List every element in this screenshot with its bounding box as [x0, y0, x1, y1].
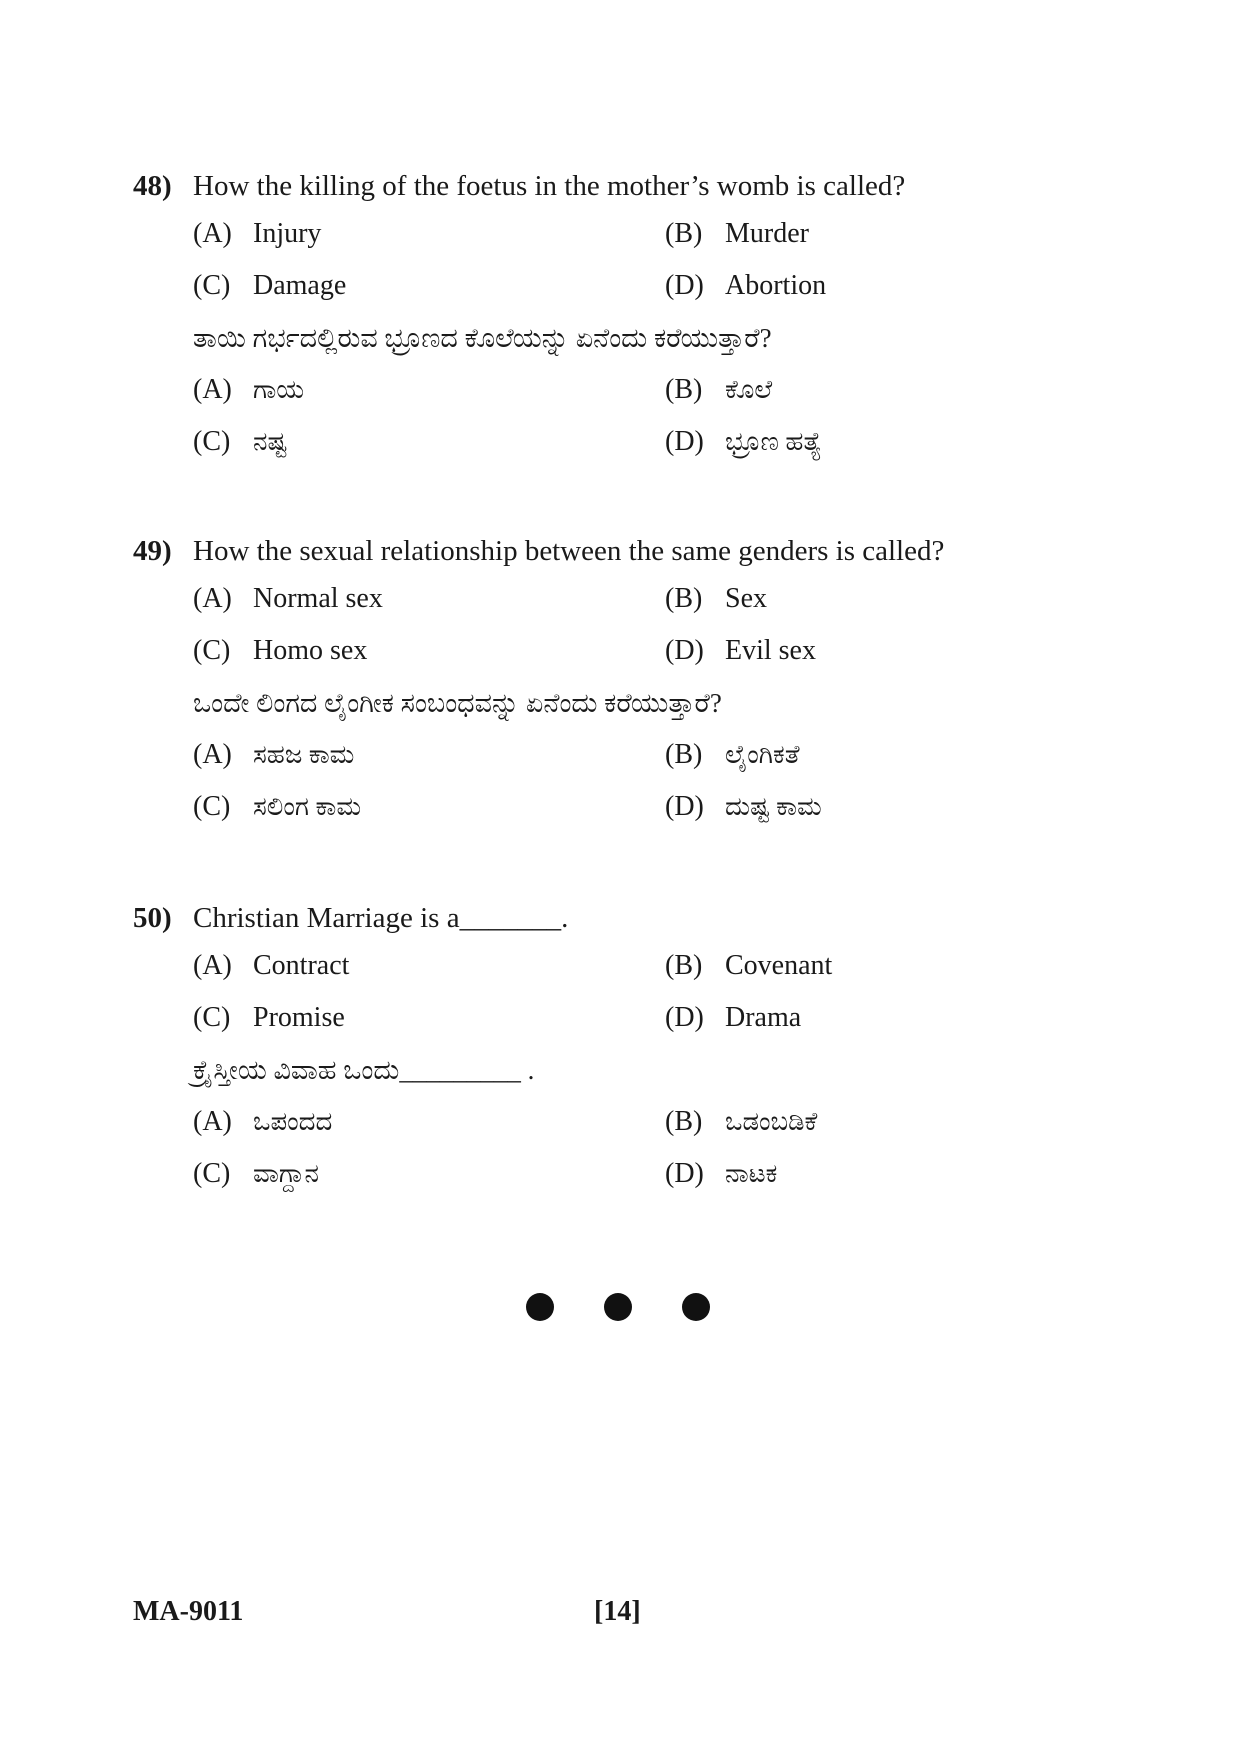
question-line	[133, 164, 1133, 208]
option-b: (B) Sex	[665, 583, 767, 614]
option-a-kn: (A) ಗಾಯ	[193, 374, 305, 405]
option-b-kn: (B) ಲೈಂಗಿಕತೆ	[665, 739, 800, 770]
question-50	[133, 896, 1133, 1200]
option-c-kn: (C) ನಷ್ಟ	[193, 426, 288, 457]
option-d-kn: (D) ಭ್ರೂಣ ಹತ್ಯೆ	[665, 426, 822, 457]
question-number: 49)	[133, 535, 172, 567]
options-row	[133, 992, 1133, 1044]
option-b: (B) Murder	[665, 218, 809, 249]
option-b-kn: (B) ಕೊಲೆ	[665, 374, 773, 405]
option-d-kn: (D) ನಾಟಕ	[665, 1158, 778, 1189]
question-text-en: Christian Marriage is a_______.	[193, 902, 569, 934]
end-marker-dots	[526, 1293, 710, 1321]
option-d-kn: (D) ದುಷ್ಟ ಕಾಮ	[665, 791, 822, 822]
option-b: (B) Covenant	[665, 950, 833, 981]
question-text-kn: ಕ್ರೈಸ್ತೀಯ ವಿವಾಹ ಒಂದು_________ .	[193, 1055, 535, 1085]
option-c: (C) Damage	[193, 270, 347, 301]
question-line-kn	[133, 1044, 1133, 1096]
question-line-kn	[133, 312, 1133, 364]
options-row-kn	[133, 729, 1133, 781]
question-number: 48)	[133, 170, 172, 202]
dot-icon	[604, 1293, 632, 1321]
dot-icon	[682, 1293, 710, 1321]
paper-code: MA-9011	[133, 1596, 244, 1627]
question-number: 50)	[133, 902, 172, 934]
option-d: (D) Drama	[665, 1002, 802, 1033]
option-a: (A) Normal sex	[193, 583, 383, 614]
options-row	[133, 625, 1133, 677]
question-48	[133, 164, 1133, 468]
option-a: (A) Contract	[193, 950, 350, 981]
question-text-en: How the killing of the foetus in the mother’s womb is called?	[193, 170, 906, 202]
option-d: (D) Abortion	[665, 270, 827, 301]
question-text-kn: ತಾಯಿ ಗರ್ಭದಲ್ಲಿರುವ ಭ್ರೂಣದ ಕೊಲೆಯನ್ನು ಏನೆಂದು ಕರೆಯುತ್ತಾರೆ?	[193, 323, 772, 353]
dot-icon	[526, 1293, 554, 1321]
options-row	[133, 208, 1133, 260]
question-49	[133, 529, 1133, 833]
question-text-en: How the sexual relationship between the same genders is called?	[193, 535, 945, 567]
option-d: (D) Evil sex	[665, 635, 816, 666]
options-row	[133, 260, 1133, 312]
option-c-kn: (C) ವಾಗ್ದಾನ	[193, 1158, 319, 1189]
option-a: (A) Injury	[193, 218, 322, 249]
options-row-kn	[133, 1096, 1133, 1148]
options-row	[133, 573, 1133, 625]
options-row	[133, 940, 1133, 992]
option-a-kn: (A) ಸಹಜ ಕಾಮ	[193, 739, 355, 770]
option-a-kn: (A) ಒಪಂದದ	[193, 1106, 333, 1137]
option-c: (C) Homo sex	[193, 635, 368, 666]
options-row-kn	[133, 416, 1133, 468]
option-b-kn: (B) ಒಡಂಬಡಿಕೆ	[665, 1106, 818, 1137]
options-row-kn	[133, 1148, 1133, 1200]
options-row-kn	[133, 781, 1133, 833]
question-line	[133, 529, 1133, 573]
option-c: (C) Promise	[193, 1002, 345, 1033]
page-number: [14]	[594, 1596, 641, 1627]
question-text-kn: ಒಂದೇ ಲಿಂಗದ ಲೈಂಗೀಕ ಸಂಬಂಧವನ್ನು ಏನೆಂದು ಕರೆಯುತ್ತಾರೆ?	[193, 688, 722, 718]
question-line-kn	[133, 677, 1133, 729]
options-row-kn	[133, 364, 1133, 416]
option-c-kn: (C) ಸಲಿಂಗ ಕಾಮ	[193, 791, 362, 822]
question-line	[133, 896, 1133, 940]
